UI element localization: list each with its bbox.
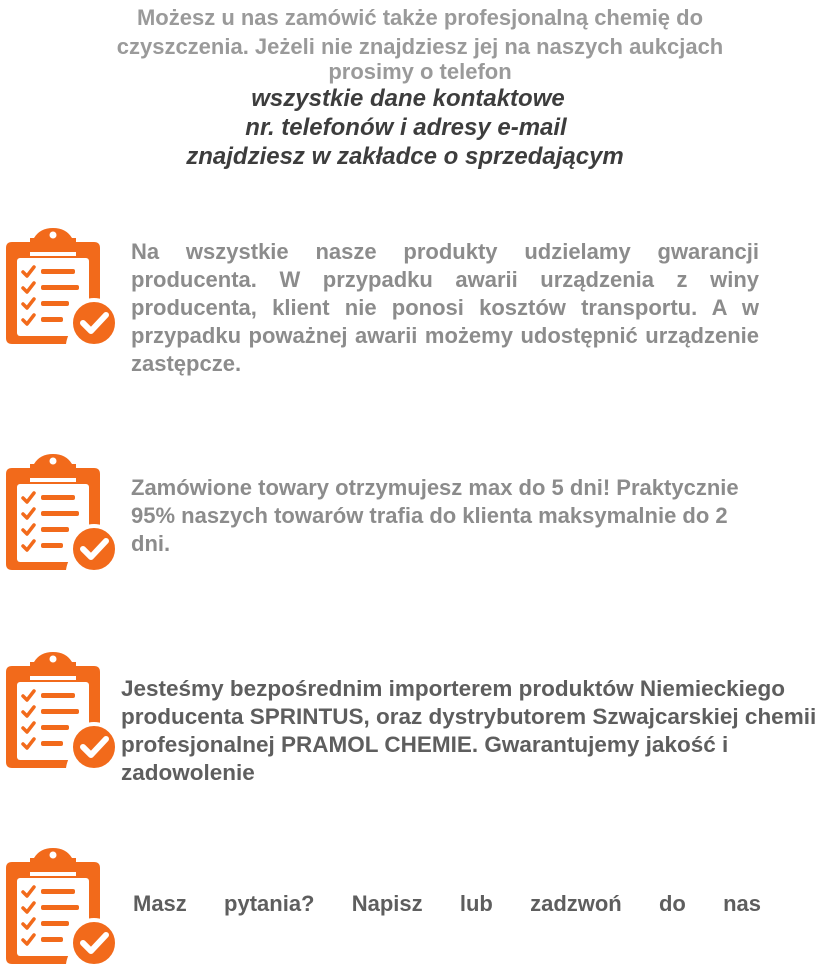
intro-block [0, 0, 840, 171]
contact-cta-text: Masz pytania? Napisz lub zadzwoń do nas [133, 891, 761, 916]
contact-line: nr. telefonów i adresy e-mail [245, 114, 567, 141]
clipboard-check-icon [4, 650, 120, 772]
contact-line: znajdziesz w zakładce o sprzedającym [186, 143, 624, 170]
warranty-text: Na wszystkie nasze produkty udzielamy gwarancji producenta. W przypadku awarii urządzenia z winy producenta, klient nie ponosi kosztów transportu. A w przypadku poważnej awarii możemy udostępnić urządzenie zastępcze. [131, 239, 759, 376]
delivery-text: Zamówione towary otrzymujesz max do 5 dni! Praktycznie 95% naszych towarów trafia do klienta maksymalnie do 2 dni. [131, 475, 739, 556]
contact-line: wszystkie dane kontaktowe [251, 85, 565, 112]
intro-line: czyszczenia. Jeżeli nie znajdziesz jej na naszych aukcjach [116, 34, 724, 59]
clipboard-check-icon [4, 226, 120, 348]
intro-line: Możesz u nas zamówić także profesjonalną chemię do [136, 5, 704, 30]
clipboard-check-icon [4, 452, 120, 574]
importer-text: Jesteśmy bezpośrednim importerem produktów Niemieckiego producenta SPRINTUS, oraz dystrybutorem Szwajcarskiej chemii profesjonalnej PRAMOL CHEMIE. Gwarantujemy jakość i zadowolenie [121, 676, 817, 785]
clipboard-check-icon [4, 846, 120, 968]
intro-line: prosimy o telefon [328, 59, 512, 84]
